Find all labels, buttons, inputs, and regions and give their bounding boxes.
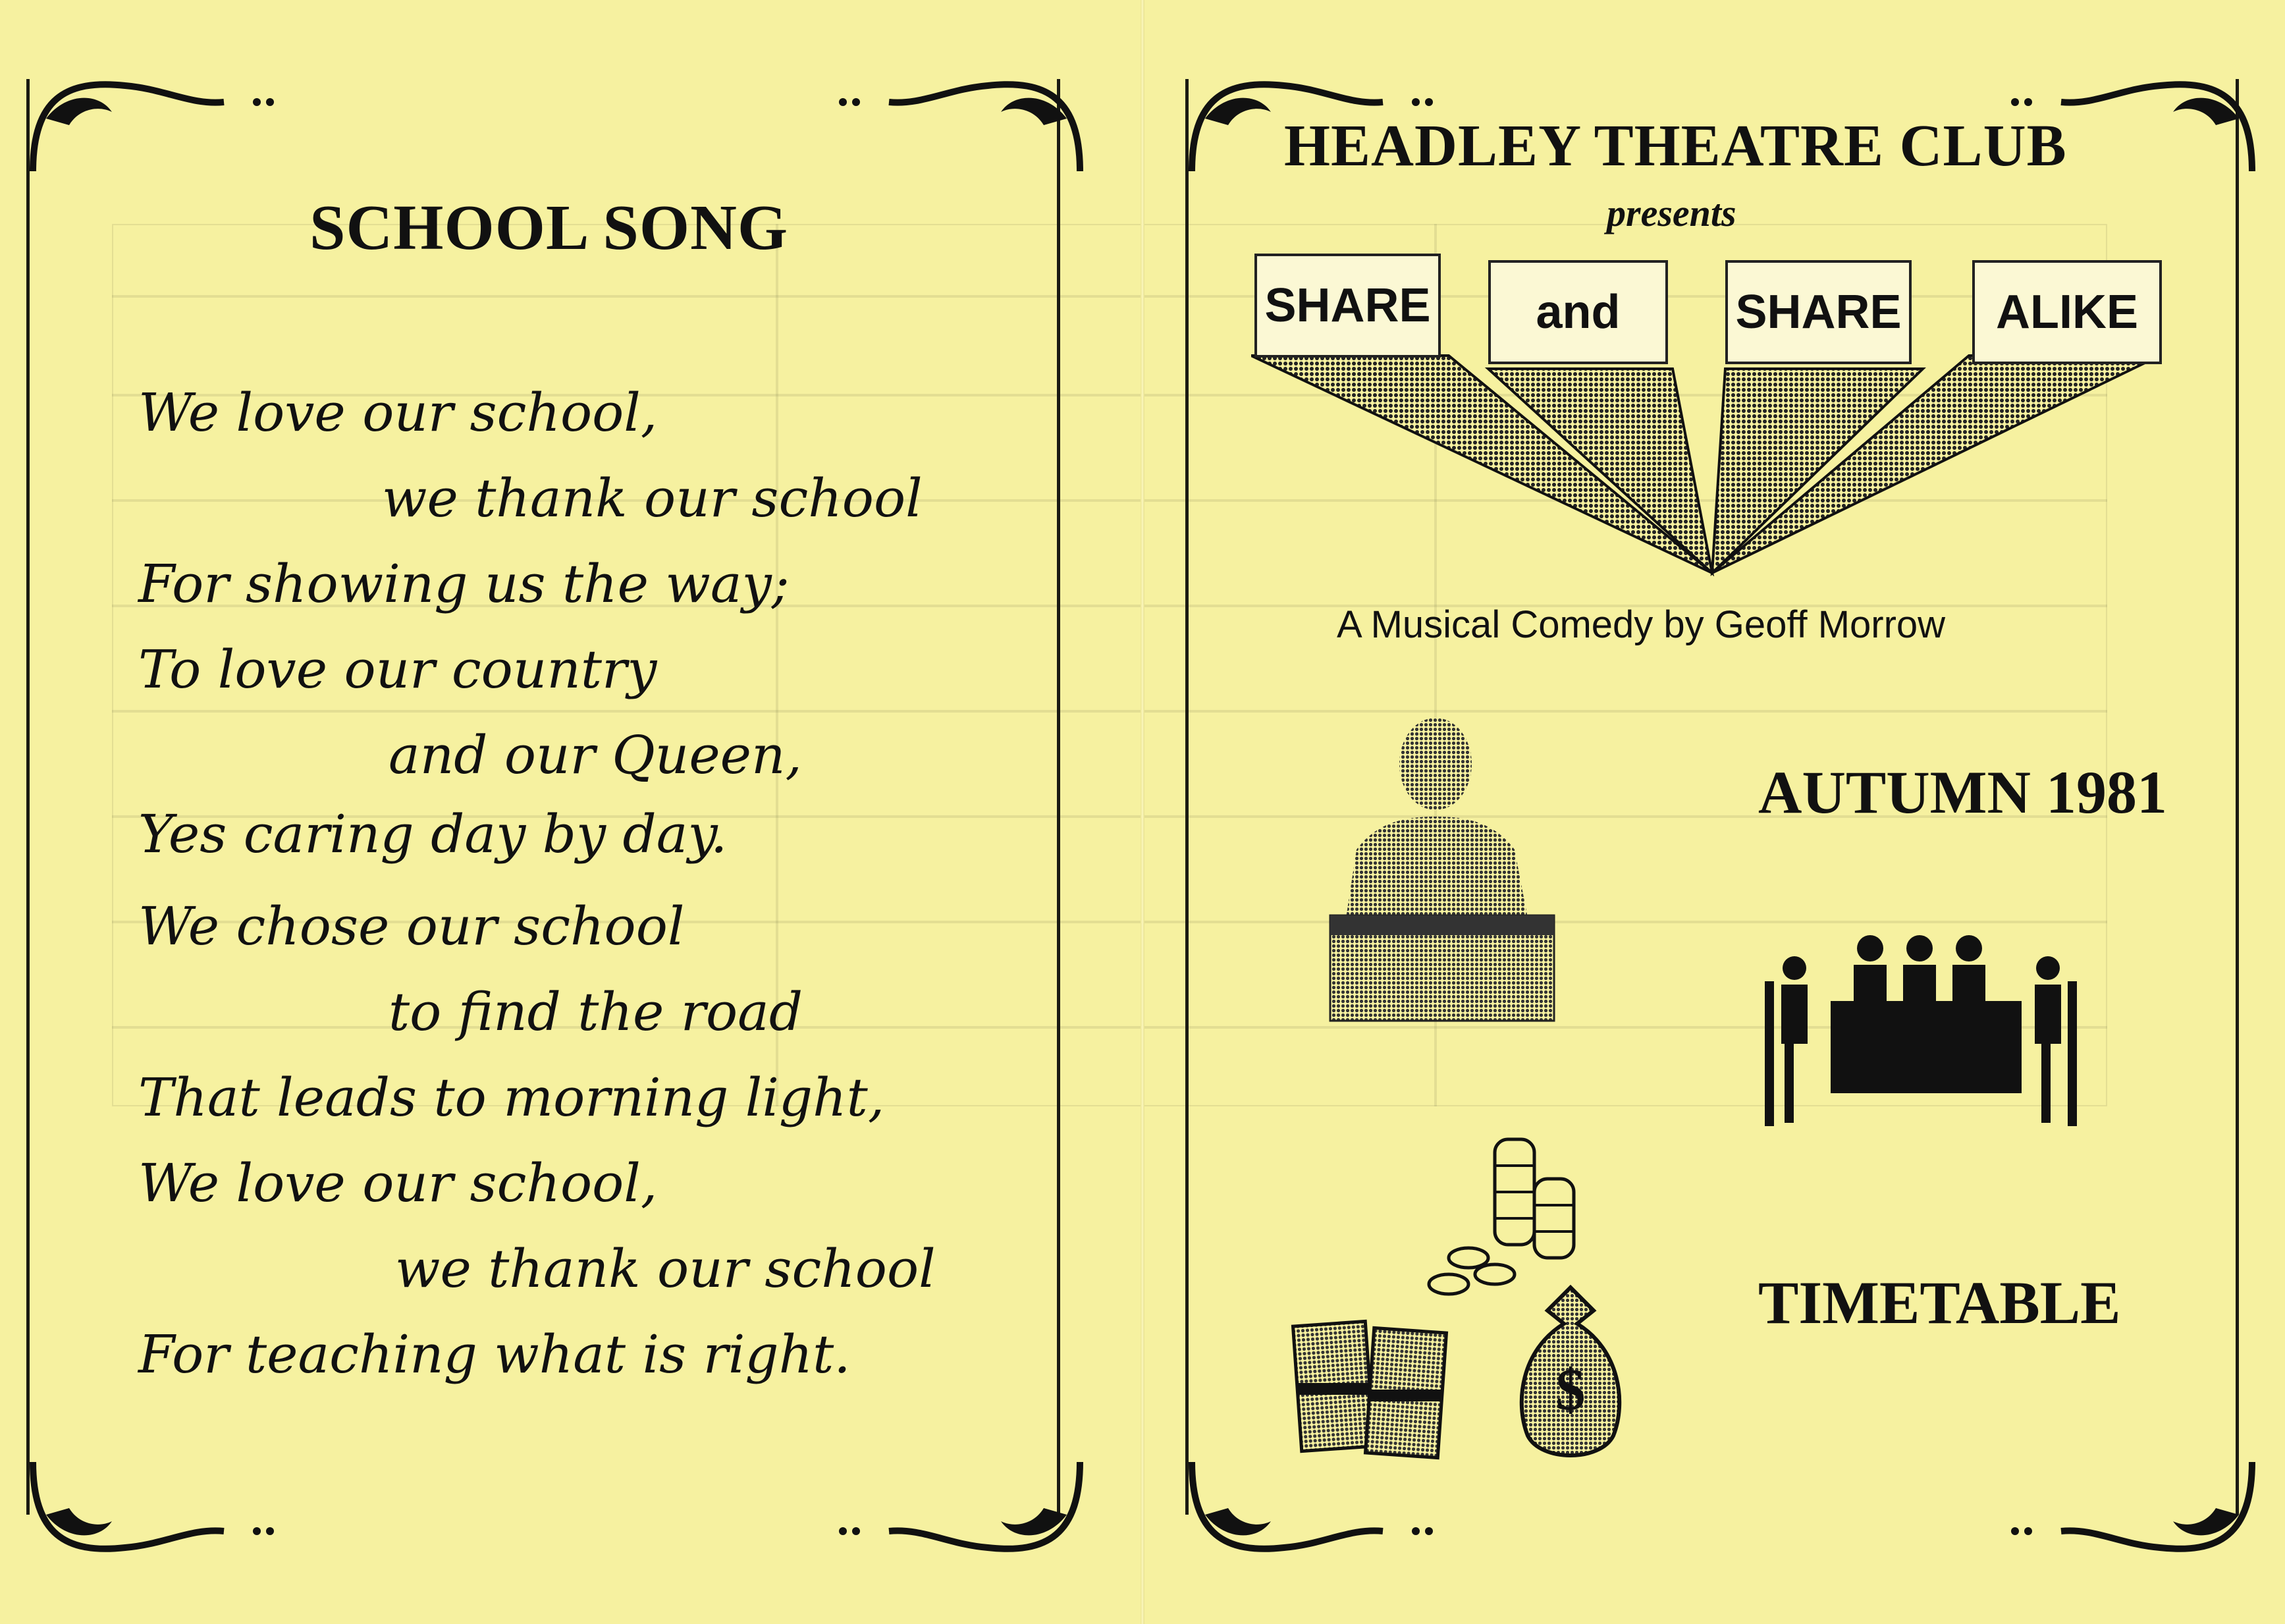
corner-ornament-icon	[7, 40, 283, 184]
money-bag-icon	[1515, 1284, 1626, 1469]
banknotes-icon	[1291, 1317, 1455, 1462]
corner-ornament-icon	[1166, 1449, 1442, 1594]
show-subtitle: A Musical Comedy by Geoff Morrow	[1337, 603, 1946, 646]
presents-text: presents	[1607, 192, 1736, 234]
title-word-box: SHARE	[1725, 260, 1912, 364]
song-line: we thank our school	[395, 1238, 936, 1299]
song-line: We love our school,	[138, 1152, 658, 1214]
speaker-at-lectern-icon	[1304, 718, 1580, 1027]
title-word-box: SHARE	[1254, 254, 1441, 358]
song-line: to find the road	[389, 981, 803, 1042]
left-border-frame	[26, 79, 1060, 1515]
svg-text:$: $	[1555, 1357, 1586, 1422]
song-line: We love our school,	[138, 382, 658, 443]
corner-ornament-icon	[7, 1449, 283, 1594]
timetable-heading: TIMETABLE	[1758, 1269, 2121, 1336]
song-line: and our Queen,	[389, 724, 802, 786]
song-line: That leads to morning light,	[138, 1067, 885, 1128]
song-line: For teaching what is right.	[138, 1324, 851, 1385]
theatre-club-name: HEADLEY THEATRE CLUB	[1284, 113, 2067, 178]
corner-ornament-icon	[830, 1449, 1106, 1594]
song-line: For showing us the way;	[138, 553, 790, 614]
corner-ornament-icon	[2002, 1449, 2278, 1594]
song-line: we thank our school	[382, 468, 923, 529]
title-word-box: ALIKE	[1972, 260, 2162, 364]
song-line: To love our country	[138, 639, 657, 700]
song-line: We chose our school	[138, 896, 685, 957]
title-word-box: and	[1488, 260, 1668, 364]
coins-stack-icon	[1396, 1126, 1594, 1311]
page-fold	[1141, 0, 1144, 1624]
song-line: Yes caring day by day.	[138, 803, 728, 865]
board-meeting-icon	[1758, 929, 2094, 1126]
season-text: AUTUMN 1981	[1758, 759, 2167, 826]
school-song-title: SCHOOL SONG	[309, 192, 789, 263]
corner-ornament-icon	[830, 40, 1106, 184]
